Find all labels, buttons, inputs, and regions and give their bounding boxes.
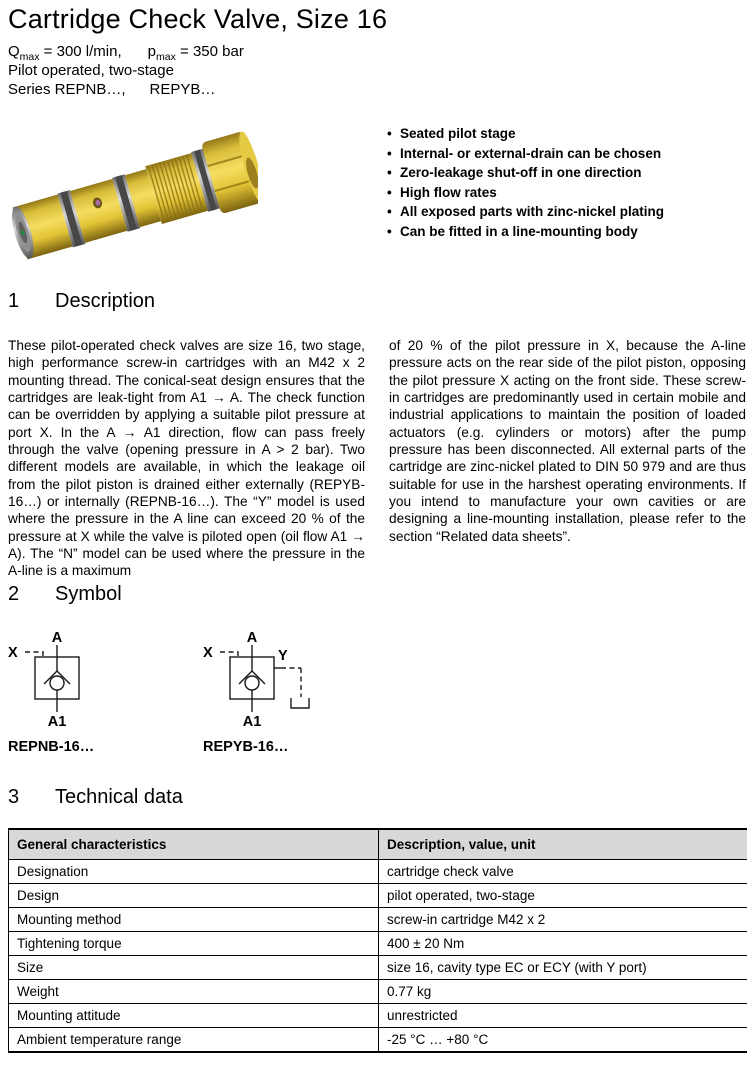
table-row: Size size 16, cavity type EC or ECY (with Y port) [9, 956, 747, 980]
bullet-icon: • [387, 184, 392, 200]
port-label-y: Y [278, 648, 288, 664]
port-label-a1: A1 [47, 714, 67, 728]
bullet-icon: • [387, 145, 392, 161]
description-column-left: These pilot-operated check valves are size 16, two stage, high performance screw-in cartridges with an M42 x 2 mounting thread. The conical-seat design ensures that the cartridges are leak-tight from A1 → A. The check function can be overridden by applying a suitable pilot pressure at port X. In the A → A1 direction, flow can pass freely through the valve (opening pressure in A > 2 bar). Two different models are available, in which the leakage oil from the pilot piston is drained either externally (REPYB-16…) or internally (REPNB-16…). The “Y” model is used where the pressure in the A line can exceed 20 % of the pressure at X while the valve is piloted open (oil flow A1 → A). The “N” model can be used where the pressure in the A-line is a maximum [8, 338, 365, 579]
port-label-x: X [203, 645, 213, 661]
subtitle-operation: Pilot operated, two-stage [8, 62, 174, 79]
description-column-right: of 20 % of the pilot pressure in X, because the A-line pressure acts on the rear side of the pilot piston, opposing the pilot pressure X acting on the front side. These screw-in cartridges are predominantly used in certain mobile and industrial applications to maintain the position of loaded actuators (e.g. cylinders or motors) after the pump pressure has been disconnected. All external parts of the cartridge are zinc-nickel plated to DIN 50 979 and are thus suitable for use in the harshest operating environments. If you intend to manufacture your own cavities or are designing a line-mounting installation, please refer to the section “Related data sheets”. [389, 338, 746, 544]
column-header: General characteristics [9, 829, 379, 860]
table-row: Weight 0.77 kg [9, 980, 747, 1004]
hydraulic-symbol-repyb [199, 626, 329, 728]
max-ratings-line: $Q_{max} = 300$ l/min, $p_{max} = 350$ bar [8, 43, 244, 63]
table-row: Tightening torque 400 ± 20 Nm [9, 932, 747, 956]
list-item: • All exposed parts with zinc-nickel plating [387, 202, 749, 222]
table-row: Mounting attitude unrestricted [9, 1004, 747, 1028]
table-row: Design pilot operated, two-stage [9, 884, 747, 908]
table-header-row [9, 829, 747, 860]
port-label-a: A [246, 630, 258, 646]
bullet-icon: • [387, 223, 392, 239]
technical-data-table [8, 828, 747, 1053]
symbol-caption-repyb: REPYB-16… [203, 739, 289, 755]
pmax-symbol: $p_{max}$ [147, 43, 176, 63]
port-label-a: A [51, 630, 63, 646]
bullet-icon: • [387, 165, 392, 181]
list-item: • Seated pilot stage [387, 124, 749, 144]
qmax-symbol: $Q_{max}$ [8, 43, 40, 63]
hydraulic-symbol-repnb [4, 626, 122, 728]
section-heading-symbol: 2 Symbol [8, 583, 122, 605]
bullet-icon: • [387, 126, 392, 141]
bullet-icon: • [387, 204, 392, 220]
list-item: • Zero-leakage shut-off in one direction [387, 163, 749, 183]
list-item: • High flow rates [387, 183, 749, 203]
port-label-x: X [8, 645, 18, 661]
feature-list [387, 124, 749, 242]
column-header: Description, value, unit [379, 829, 747, 860]
port-label-a1: A1 [242, 714, 262, 728]
product-photo-cartridge-valve [6, 106, 258, 266]
table-row: Ambient temperature range -25 °C … +80 °C [9, 1028, 747, 1053]
subtitle-series: Series REPNB…, REPYB… [8, 81, 216, 98]
tank-symbol [291, 698, 309, 708]
section-heading-description: 1 Description [8, 290, 156, 312]
table-row: Designation cartridge check valve [9, 860, 747, 884]
list-item: • Internal- or external-drain can be chosen [387, 144, 749, 164]
page-title: Cartridge Check Valve, Size 16 [8, 4, 388, 34]
symbol-caption-repnb: REPNB-16… [8, 739, 95, 755]
section-heading-technical-data: 3 Technical data [8, 786, 183, 808]
table-row: Mounting method screw-in cartridge M42 x 2 [9, 908, 747, 932]
list-item: • Can be fitted in a line-mounting body [387, 222, 749, 242]
